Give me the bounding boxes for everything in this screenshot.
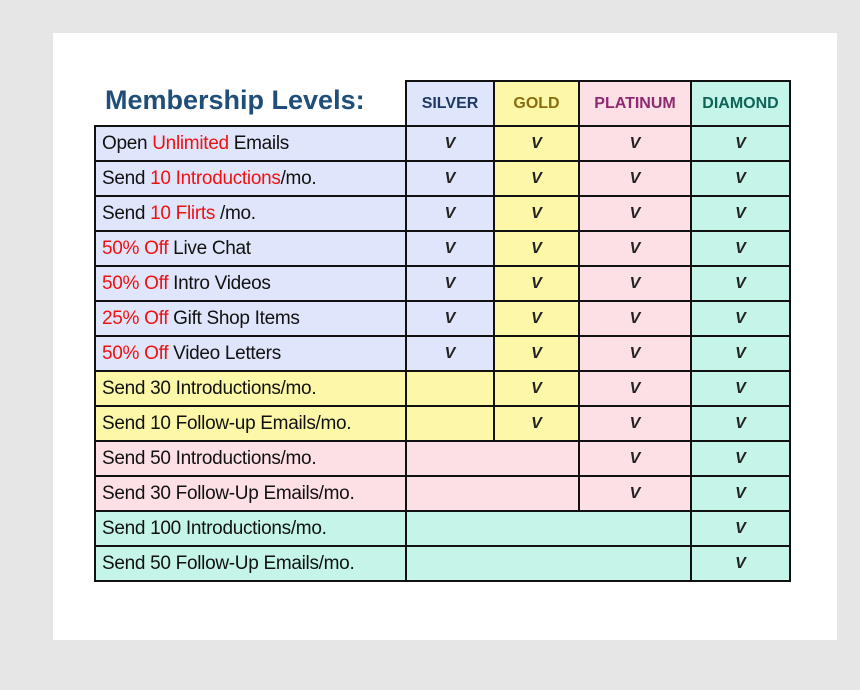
- feature-text: Send: [102, 202, 151, 224]
- feature-label: [95, 336, 406, 371]
- check-mark-platinum: V: [579, 371, 691, 406]
- check-mark-gold: V: [494, 336, 579, 371]
- check-mark-diamond: V: [691, 336, 790, 371]
- check-mark-diamond: V: [691, 441, 790, 476]
- check-mark-diamond: V: [691, 476, 790, 511]
- level-header-silver: SILVER: [406, 81, 494, 126]
- feature-text-suffix: Live Chat: [168, 237, 251, 259]
- feature-text-suffix: Gift Shop Items: [168, 307, 300, 329]
- check-mark-gold: V: [494, 231, 579, 266]
- feature-text-suffix: /mo.: [280, 167, 317, 189]
- feature-text: Send: [102, 167, 151, 189]
- check-mark-gold: V: [494, 196, 579, 231]
- check-mark-silver: V: [406, 336, 494, 371]
- unavailable-cell: [406, 546, 691, 581]
- table-row: [95, 161, 790, 196]
- feature-text: Open: [102, 132, 153, 154]
- feature-text-suffix: Video Letters: [168, 342, 281, 364]
- table-row: [95, 406, 790, 441]
- unavailable-cell: [406, 406, 494, 441]
- table-row: [95, 371, 790, 406]
- unavailable-cell: [406, 476, 579, 511]
- feature-text-suffix: /mo.: [215, 202, 256, 224]
- check-mark-diamond: V: [691, 511, 790, 546]
- check-mark-silver: V: [406, 301, 494, 336]
- check-mark-diamond: V: [691, 266, 790, 301]
- feature-highlight: 10 Introductions: [150, 167, 281, 189]
- table-row: [95, 441, 790, 476]
- check-mark-diamond: V: [691, 371, 790, 406]
- table-row: [95, 511, 790, 546]
- feature-text-suffix: Intro Videos: [168, 272, 271, 294]
- page-title: Membership Levels:: [105, 85, 365, 115]
- check-mark-platinum: V: [579, 441, 691, 476]
- table-row: [95, 546, 790, 581]
- table-row: [95, 476, 790, 511]
- feature-text: Send 50 Follow-Up Emails/mo.: [102, 552, 355, 574]
- feature-highlight: Unlimited: [152, 132, 229, 154]
- feature-highlight: 50% Off: [102, 237, 169, 259]
- check-mark-diamond: V: [691, 161, 790, 196]
- feature-label: [95, 301, 406, 336]
- check-mark-diamond: V: [691, 301, 790, 336]
- check-mark-platinum: V: [579, 476, 691, 511]
- feature-label: [95, 196, 406, 231]
- unavailable-cell: [406, 441, 579, 476]
- feature-label: [95, 406, 406, 441]
- feature-text-suffix: Emails: [228, 132, 289, 154]
- check-mark-platinum: V: [579, 266, 691, 301]
- check-mark-diamond: V: [691, 231, 790, 266]
- check-mark-silver: V: [406, 161, 494, 196]
- check-mark-gold: V: [494, 266, 579, 301]
- feature-label: [95, 266, 406, 301]
- check-mark-diamond: V: [691, 126, 790, 161]
- check-mark-gold: V: [494, 301, 579, 336]
- check-mark-silver: V: [406, 126, 494, 161]
- check-mark-diamond: V: [691, 196, 790, 231]
- check-mark-gold: V: [494, 371, 579, 406]
- unavailable-cell: [406, 371, 494, 406]
- level-header-platinum: PLATINUM: [579, 81, 691, 126]
- feature-label: [95, 371, 406, 406]
- feature-label: [95, 546, 406, 581]
- check-mark-silver: V: [406, 231, 494, 266]
- unavailable-cell: [406, 511, 691, 546]
- check-mark-silver: V: [406, 196, 494, 231]
- check-mark-platinum: V: [579, 196, 691, 231]
- check-mark-platinum: V: [579, 126, 691, 161]
- feature-label: [95, 161, 406, 196]
- feature-highlight: 50% Off: [102, 272, 169, 294]
- feature-highlight: 10 Flirts: [150, 202, 216, 224]
- check-mark-diamond: V: [691, 546, 790, 581]
- table-row: [95, 196, 790, 231]
- header-row: [95, 81, 790, 126]
- feature-label: [95, 126, 406, 161]
- level-header-gold: GOLD: [494, 81, 579, 126]
- feature-label: [95, 511, 406, 546]
- check-mark-diamond: V: [691, 406, 790, 441]
- feature-highlight: 25% Off: [102, 307, 169, 329]
- level-header-diamond: DIAMOND: [691, 81, 790, 126]
- table-row: [95, 126, 790, 161]
- check-mark-platinum: V: [579, 301, 691, 336]
- check-mark-platinum: V: [579, 161, 691, 196]
- check-mark-gold: V: [494, 126, 579, 161]
- check-mark-platinum: V: [579, 231, 691, 266]
- feature-text: Send 10 Follow-up Emails/mo.: [102, 412, 352, 434]
- feature-label: [95, 231, 406, 266]
- table-row: [95, 231, 790, 266]
- table-row: [95, 266, 790, 301]
- feature-label: [95, 441, 406, 476]
- check-mark-gold: V: [494, 406, 579, 441]
- feature-text: Send 30 Introductions/mo.: [102, 377, 317, 399]
- table-row: [95, 336, 790, 371]
- check-mark-platinum: V: [579, 406, 691, 441]
- check-mark-platinum: V: [579, 336, 691, 371]
- feature-text: Send 30 Follow-Up Emails/mo.: [102, 482, 355, 504]
- check-mark-gold: V: [494, 161, 579, 196]
- feature-highlight: 50% Off: [102, 342, 169, 364]
- feature-text: Send 100 Introductions/mo.: [102, 517, 327, 539]
- header-spacer: [95, 81, 406, 126]
- feature-text: Send 50 Introductions/mo.: [102, 447, 317, 469]
- check-mark-silver: V: [406, 266, 494, 301]
- feature-label: [95, 476, 406, 511]
- membership-table: [94, 80, 791, 582]
- table-row: [95, 301, 790, 336]
